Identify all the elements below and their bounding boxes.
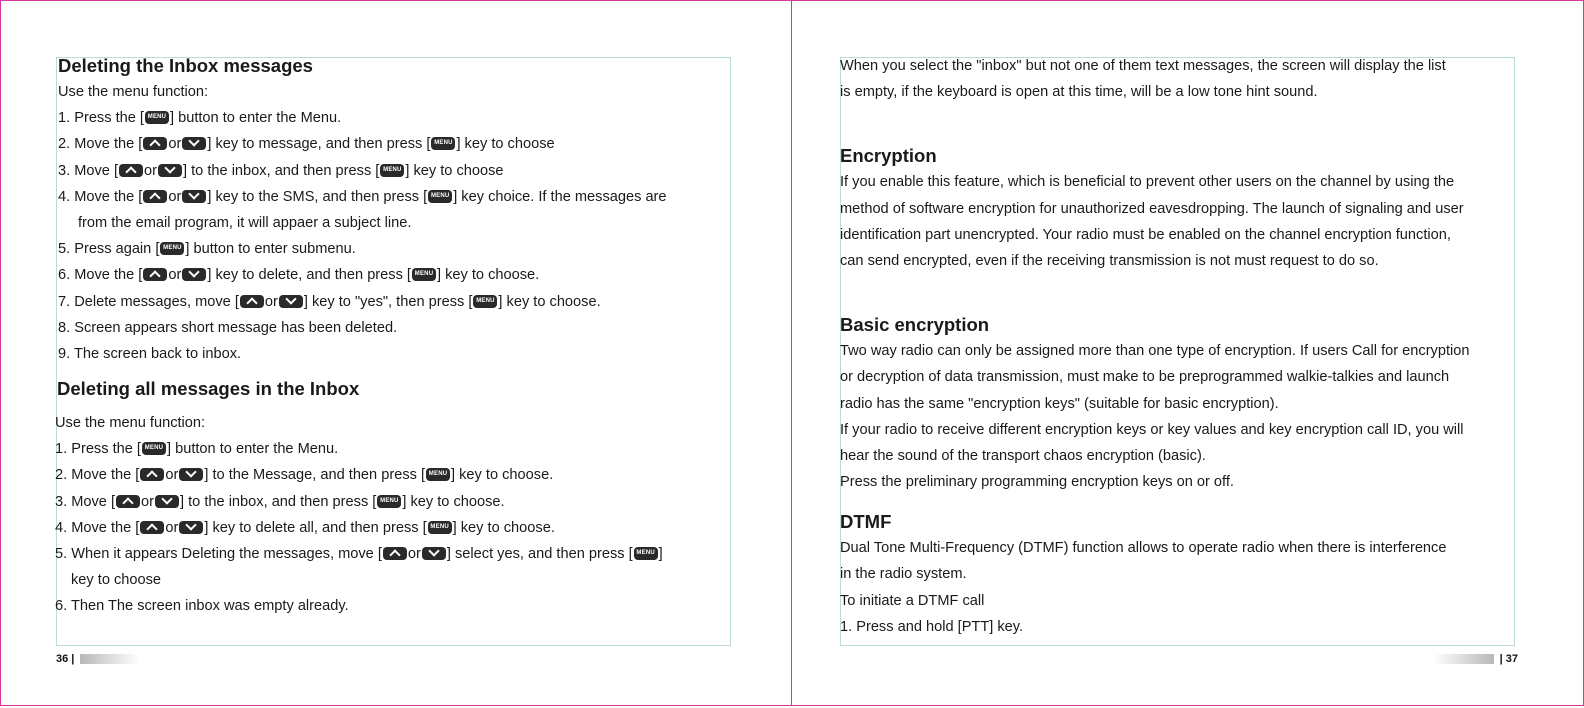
down-arrow-key-icon [158, 164, 182, 177]
down-arrow-key-icon [182, 190, 206, 203]
down-arrow-key-icon [279, 295, 303, 308]
encryption-line-2: method of software encryption for unauthorized eavesdropping. The launch of signaling and user [840, 200, 1464, 217]
step-3: 3. Move [ or ] to the inbox, and then press [MENU ] key to choose [58, 158, 758, 184]
heading-deleting-all: Deleting all messages in the Inbox [57, 378, 360, 400]
all-step-5: 5. When it appears Deleting the messages, move [ or ] select yes, and then press [MENU ] [55, 541, 758, 567]
basic-encryption-line-5: hear the sound of the transport chaos encryption (basic). [840, 447, 1206, 464]
footer-bar [1434, 654, 1494, 664]
heading-dtmf: DTMF [840, 511, 892, 533]
up-arrow-key-icon [140, 468, 164, 481]
footer-bar [80, 654, 140, 664]
step-1: 1. Press the [MENU ] button to enter the Menu. [58, 105, 758, 131]
inbox-paragraph-line-2: is empty, if the keyboard is open at this time, will be a low tone hint sound. [840, 84, 1318, 101]
page-footer-right: | 37 [1434, 653, 1518, 665]
menu-key-icon [412, 268, 436, 281]
up-arrow-key-icon [116, 495, 140, 508]
encryption-line-3: identification part unencrypted. Your radio must be enabled on the channel encryption function, [840, 226, 1451, 243]
all-step-5-continued: key to choose [71, 572, 162, 589]
up-arrow-key-icon [140, 521, 164, 534]
up-arrow-key-icon [240, 295, 264, 308]
down-arrow-key-icon [155, 495, 179, 508]
basic-encryption-line-1: Two way radio can only be assigned more than one type of encryption. If users Call for encryption [840, 343, 1470, 360]
left-page [0, 0, 792, 706]
heading-encryption: Encryption [840, 145, 937, 167]
all-step-6: 6. Then The screen inbox was empty already. [55, 598, 349, 615]
menu-key-icon [473, 295, 497, 308]
up-arrow-key-icon [143, 190, 167, 203]
right-page-content [840, 53, 1560, 640]
step-8: 8. Screen appears short message has been deleted. [58, 319, 398, 336]
down-arrow-key-icon [179, 521, 203, 534]
page-footer-left: 36 | [56, 653, 140, 665]
basic-encryption-line-3: radio has the same "encryption keys" (suitable for basic encryption). [840, 395, 1279, 412]
down-arrow-key-icon [182, 137, 206, 150]
right-page [791, 0, 1584, 706]
heading-basic-encryption: Basic encryption [840, 314, 990, 336]
down-arrow-key-icon [179, 468, 203, 481]
basic-encryption-line-4: If your radio to receive different encryption keys or key values and key encryption call ID, you will [840, 421, 1464, 438]
menu-key-icon [428, 521, 452, 534]
up-arrow-key-icon [143, 137, 167, 150]
basic-encryption-line-6: Press the preliminary programming encryption keys on or off. [840, 474, 1234, 491]
menu-key-icon [160, 242, 184, 255]
step-4: 4. Move the [ or ] key to the SMS, and then press [MENU ] key choice. If the messages are [58, 184, 758, 210]
menu-key-icon [145, 111, 169, 124]
step-7: 7. Delete messages, move [ or ] key to "yes", then press [MENU ] key to choose. [58, 289, 758, 315]
all-step-4: 4. Move the [ or ] key to delete all, and then press [MENU ] key to choose. [55, 515, 758, 541]
left-page-content [55, 53, 758, 620]
menu-key-icon [431, 137, 455, 150]
step-9: 9. The screen back to inbox. [58, 345, 242, 362]
step-6: 6. Move the [ or ] key to delete, and then press [MENU ] key to choose. [58, 262, 758, 288]
dtmf-line-4: 1. Press and hold [PTT] key. [840, 618, 1024, 635]
up-arrow-key-icon [383, 547, 407, 560]
dtmf-line-1: Dual Tone Multi-Frequency (DTMF) function allows to operate radio when there is interference [840, 540, 1447, 557]
intro-text-2: Use the menu function: [55, 415, 206, 432]
encryption-line-1: If you enable this feature, which is beneficial to prevent other users on the channel by using the [840, 174, 1455, 191]
menu-key-icon [142, 442, 166, 455]
dtmf-line-3: To initiate a DTMF call [840, 592, 985, 609]
menu-key-icon [428, 190, 452, 203]
step-4-continued: from the email program, it will appaer a subject line. [78, 214, 412, 231]
menu-key-icon [634, 547, 658, 560]
all-step-3: 3. Move [ or ] to the inbox, and then press [MENU ] key to choose. [55, 489, 758, 515]
up-arrow-key-icon [119, 164, 143, 177]
basic-encryption-line-2: or decryption of data transmission, must make to be preprogrammed walkie-talkies and launch [840, 369, 1450, 386]
intro-text: Use the menu function: [58, 84, 209, 100]
heading-deleting-inbox: Deleting the Inbox messages [58, 55, 313, 76]
menu-key-icon [426, 468, 450, 481]
up-arrow-key-icon [143, 268, 167, 281]
down-arrow-key-icon [182, 268, 206, 281]
page-number: 37 [1505, 653, 1518, 665]
all-step-2: 2. Move the [ or ] to the Message, and then press [MENU ] key to choose. [55, 462, 758, 488]
menu-key-icon [380, 164, 404, 177]
encryption-line-4: can send encrypted, even if the receiving transmission is not must request to do so. [840, 252, 1379, 269]
page-number: 36 [56, 653, 69, 665]
step-2: 2. Move the [ or ] key to message, and then press [MENU ] key to choose [58, 131, 758, 157]
dtmf-line-2: in the radio system. [840, 566, 967, 583]
down-arrow-key-icon [422, 547, 446, 560]
inbox-paragraph-line-1: When you select the "inbox" but not one of them text messages, the screen will display the list [840, 58, 1446, 74]
menu-key-icon [377, 495, 401, 508]
step-5: 5. Press again [MENU ] button to enter submenu. [58, 236, 758, 262]
all-step-1: 1. Press the [MENU ] button to enter the Menu. [55, 436, 758, 462]
